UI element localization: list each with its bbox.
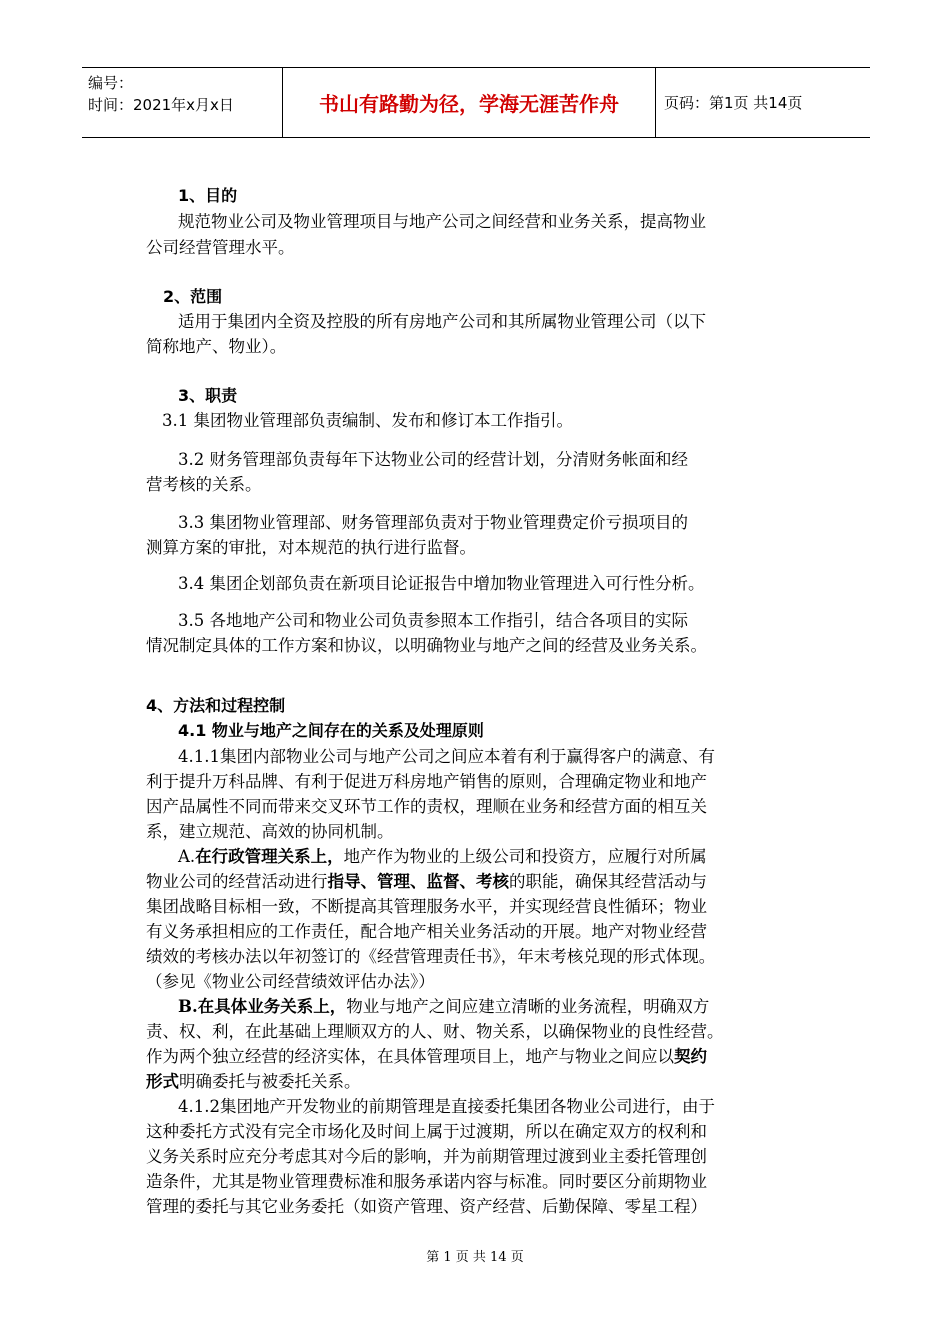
paragraph-line xyxy=(178,846,707,868)
section-3-item: 情况制定具体的工作方案和协议，以明确物业与地产之间的经营及业务关系。 xyxy=(146,636,707,655)
paragraph-line xyxy=(146,871,707,893)
section-2-title: 2、范围 xyxy=(163,287,223,306)
paragraph-line xyxy=(178,996,709,1018)
section-3-title: 3、职责 xyxy=(178,386,238,405)
header-page-label: 页码：第1页 共14页 xyxy=(664,94,803,112)
paragraph-line: 4.1.2集团地产开发物业的前期管理是直接委托集团各物业公司进行，由于 xyxy=(178,1097,715,1116)
paragraph-line: 管理的委托与其它业务委托（如资产管理、资产经营、后勤保障、零星工程） xyxy=(146,1197,707,1216)
para-b-emphasis: 契约 xyxy=(674,1047,707,1066)
section-3-item: 3.2 财务管理部负责每年下达物业公司的经营计划，分清财务帐面和经 xyxy=(178,450,688,469)
para-b-text: 明确委托与被委托关系。 xyxy=(179,1072,361,1091)
section-2-line: 适用于集团内全资及控股的所有房地产公司和其所属物业管理公司（以下 xyxy=(178,312,706,331)
para-a-prefix: A. xyxy=(178,847,196,866)
section-3-item: 3.5 各地地产公司和物业公司负责参照本工作指引，结合各项目的实际 xyxy=(178,611,688,630)
section-1-line: 规范物业公司及物业管理项目与地产公司之间经营和业务关系，提高物业 xyxy=(178,212,706,231)
section-3-item: 测算方案的审批，对本规范的执行进行监督。 xyxy=(146,538,476,557)
page-footer: 第 1 页 共 14 页 xyxy=(426,1250,524,1265)
para-b-emphasis: 形式 xyxy=(146,1072,179,1091)
header-motto: 书山有路勤为径，学海无涯苦作舟 xyxy=(283,68,656,137)
section-3-item: 3.4 集团企划部负责在新项目论证报告中增加物业管理进入可行性分析。 xyxy=(178,574,705,593)
header-meta xyxy=(82,68,283,137)
section-1-line: 公司经营管理水平。 xyxy=(146,238,295,257)
section-3-item: 3.1 集团物业管理部负责编制、发布和修订本工作指引。 xyxy=(162,411,573,430)
paragraph-line: 造条件，尤其是物业管理费标准和服务承诺内容与标准。同时要区分前期物业 xyxy=(146,1172,707,1191)
section-3-item: 营考核的关系。 xyxy=(146,475,262,494)
para-a-text: 物业公司的经营活动进行 xyxy=(146,872,328,891)
paragraph-line xyxy=(146,1046,707,1068)
paragraph-line: 有义务承担相应的工作责任，配合地产相关业务活动的开展。地产对物业经营 xyxy=(146,922,707,941)
section-1-title: 1、目的 xyxy=(178,186,238,205)
paragraph-line: 4.1.1集团内部物业公司与地产公司之间应本着有利于赢得客户的满意、有 xyxy=(178,747,715,766)
doc-number-label: 编号： xyxy=(88,74,134,92)
paragraph-line: 集团战略目标相一致，不断提高其管理服务水平，并实现经营良性循环；物业 xyxy=(146,897,707,916)
paragraph-line: 义务关系时应充分考虑其对今后的影响，并为前期管理过渡到业主委托管理创 xyxy=(146,1147,707,1166)
para-a-emphasis: 指导、管理、监督、考核 xyxy=(327,872,509,891)
paragraph-line: 系，建立规范、高效的协同机制。 xyxy=(146,822,394,841)
para-a-text: 地产作为物业的上级公司和投资方，应履行对所属 xyxy=(343,847,707,866)
page-header xyxy=(82,67,870,138)
section-2-line: 简称地产、物业）。 xyxy=(146,337,287,356)
para-a-emphasis: 在行政管理关系上， xyxy=(195,847,344,866)
para-b-text: 作为两个独立经营的经济实体，在具体管理项目上，地产与物业之间应以 xyxy=(146,1047,674,1066)
para-a-text: 的职能，确保其经营活动与 xyxy=(509,872,707,891)
section-4-1-title: 4.1 物业与地产之间存在的关系及处理原则 xyxy=(178,721,484,740)
para-b-emphasis: B.在具体业务关系上， xyxy=(178,997,347,1016)
para-b-text: 物业与地产之间应建立清晰的业务流程，明确双方 xyxy=(346,997,710,1016)
section-4-title: 4、方法和过程控制 xyxy=(146,696,286,715)
section-3-item: 3.3 集团物业管理部、财务管理部负责对于物业管理费定价亏损项目的 xyxy=(178,513,688,532)
paragraph-line: 利于提升万科品牌、有利于促进万科房地产销售的原则，合理确定物业和地产 xyxy=(146,772,707,791)
paragraph-line: 因产品属性不同而带来交叉环节工作的责权，理顺在业务和经营方面的相互关 xyxy=(146,797,707,816)
paragraph-line xyxy=(146,1071,361,1093)
paragraph-line: （参见《物业公司经营绩效评估办法》） xyxy=(146,972,435,991)
doc-date-label: 时间：2021年x月x日 xyxy=(88,96,234,114)
paragraph-line: 责、权、利，在此基础上理顺双方的人、财、物关系，以确保物业的良性经营。 xyxy=(146,1022,724,1041)
paragraph-line: 绩效的考核办法以年初签订的《经营管理责任书》，年末考核兑现的形式体现。 xyxy=(146,947,716,966)
paragraph-line: 这种委托方式没有完全市场化及时间上属于过渡期，所以在确定双方的权利和 xyxy=(146,1122,707,1141)
